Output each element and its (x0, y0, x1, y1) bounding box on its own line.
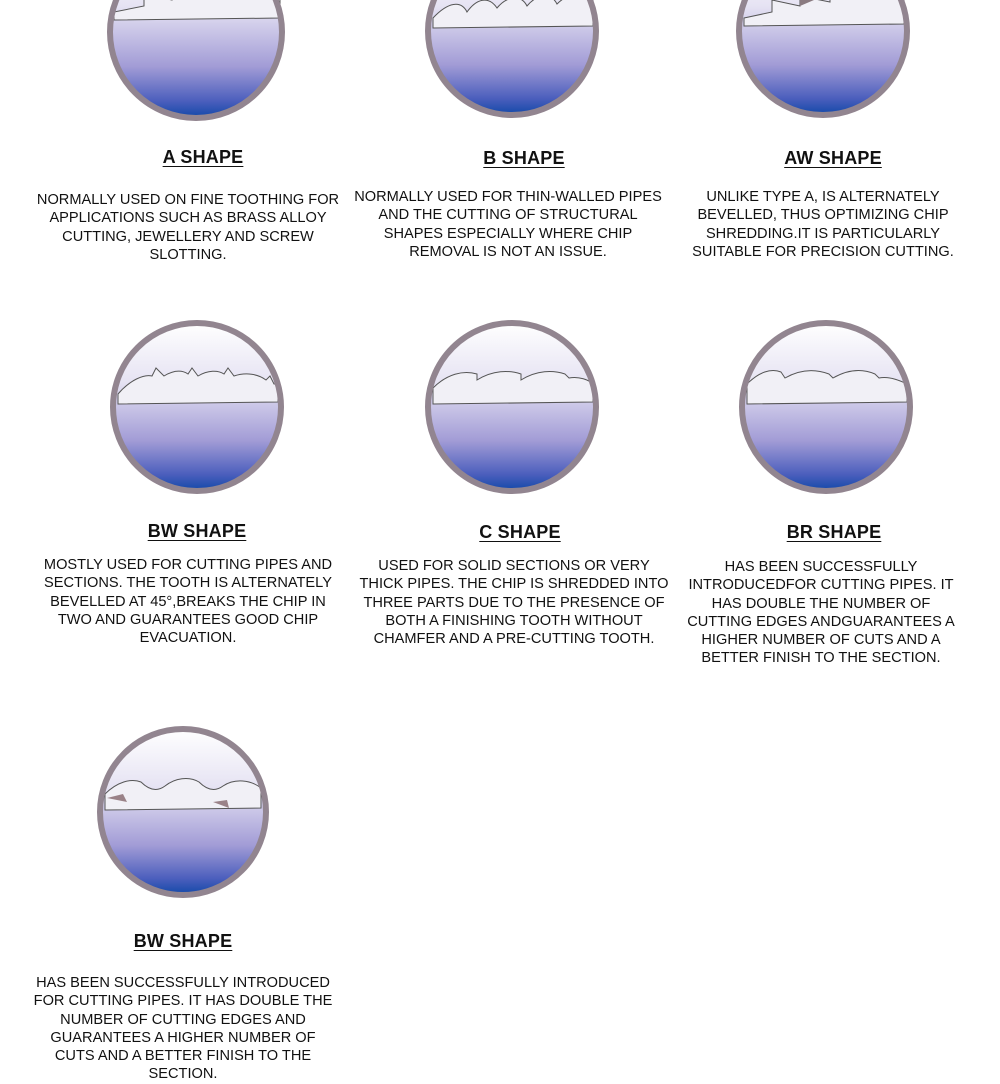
aw-shape-tooth-icon (734, 0, 912, 120)
br-shape-tooth-icon (737, 318, 915, 496)
shape-title: BW SHAPE (147, 521, 247, 541)
shape-description: USED FOR SOLID SECTIONS OR VERY THICK PIPES. THE CHIP IS SHREDDED INTO THREE PARTS DUE TO THE PRESENCE OF BOTH A FINISHING TOOTH WITHOUT CHAMFER AND A PRE-CUTTING TOOTH. (359, 558, 669, 648)
b-shape-tooth-icon (423, 0, 601, 120)
shape-title: B SHAPE (483, 148, 565, 168)
shape-title: BR SHAPE (786, 522, 882, 542)
shape-description: NORMALLY USED ON FINE TOOTHING FOR APPLICATIONS SUCH AS BRASS ALLOY CUTTING, JEWELLERY AND SCREW SLOTTING. (36, 192, 340, 263)
shape-title: A SHAPE (162, 147, 244, 167)
a-shape-tooth-icon (104, 0, 288, 124)
shape-description: NORMALLY USED FOR THIN-WALLED PIPES AND THE CUTTING OF STRUCTURAL SHAPES ESPECIALLY WHERE CHIP REMOVAL IS NOT AN ISSUE. (354, 189, 662, 260)
shape-description: HAS BEEN SUCCESSFULLY INTRODUCEDFOR CUTTING PIPES. IT HAS DOUBLE THE NUMBER OF CUTTING EDGES ANDGUARANTEES A HIGHER NUMBER OF CUTS AND A BETTER FINISH TO THE SECTION. (687, 559, 955, 667)
shape-description: HAS BEEN SUCCESSFULLY INTRODUCED FOR CUTTING PIPES. IT HAS DOUBLE THE NUMBER OF CUTTING EDGES AND GUARANTEES A HIGHER NUMBER OF CUTS AND A BETTER FINISH TO THE SECTION. (33, 975, 333, 1083)
shape-title: C SHAPE (479, 522, 561, 542)
shape-title: BW SHAPE (133, 931, 233, 951)
c-shape-tooth-icon (423, 318, 601, 496)
bw-shape-tooth-icon (95, 724, 271, 900)
bw-shape-tooth-icon (108, 318, 286, 496)
shape-description: UNLIKE TYPE A, IS ALTERNATELY BEVELLED, THUS OPTIMIZING CHIP SHREDDING.IT IS PARTICULARLY SUITABLE FOR PRECISION CUTTING. (692, 189, 954, 260)
shape-title: AW SHAPE (784, 148, 882, 168)
shape-description: MOSTLY USED FOR CUTTING PIPES AND SECTIONS. THE TOOTH IS ALTERNATELY BEVELLED AT 45°,BREAKS THE CHIP IN TWO AND GUARANTEES GOOD CHIP EVACUATION. (43, 557, 333, 647)
